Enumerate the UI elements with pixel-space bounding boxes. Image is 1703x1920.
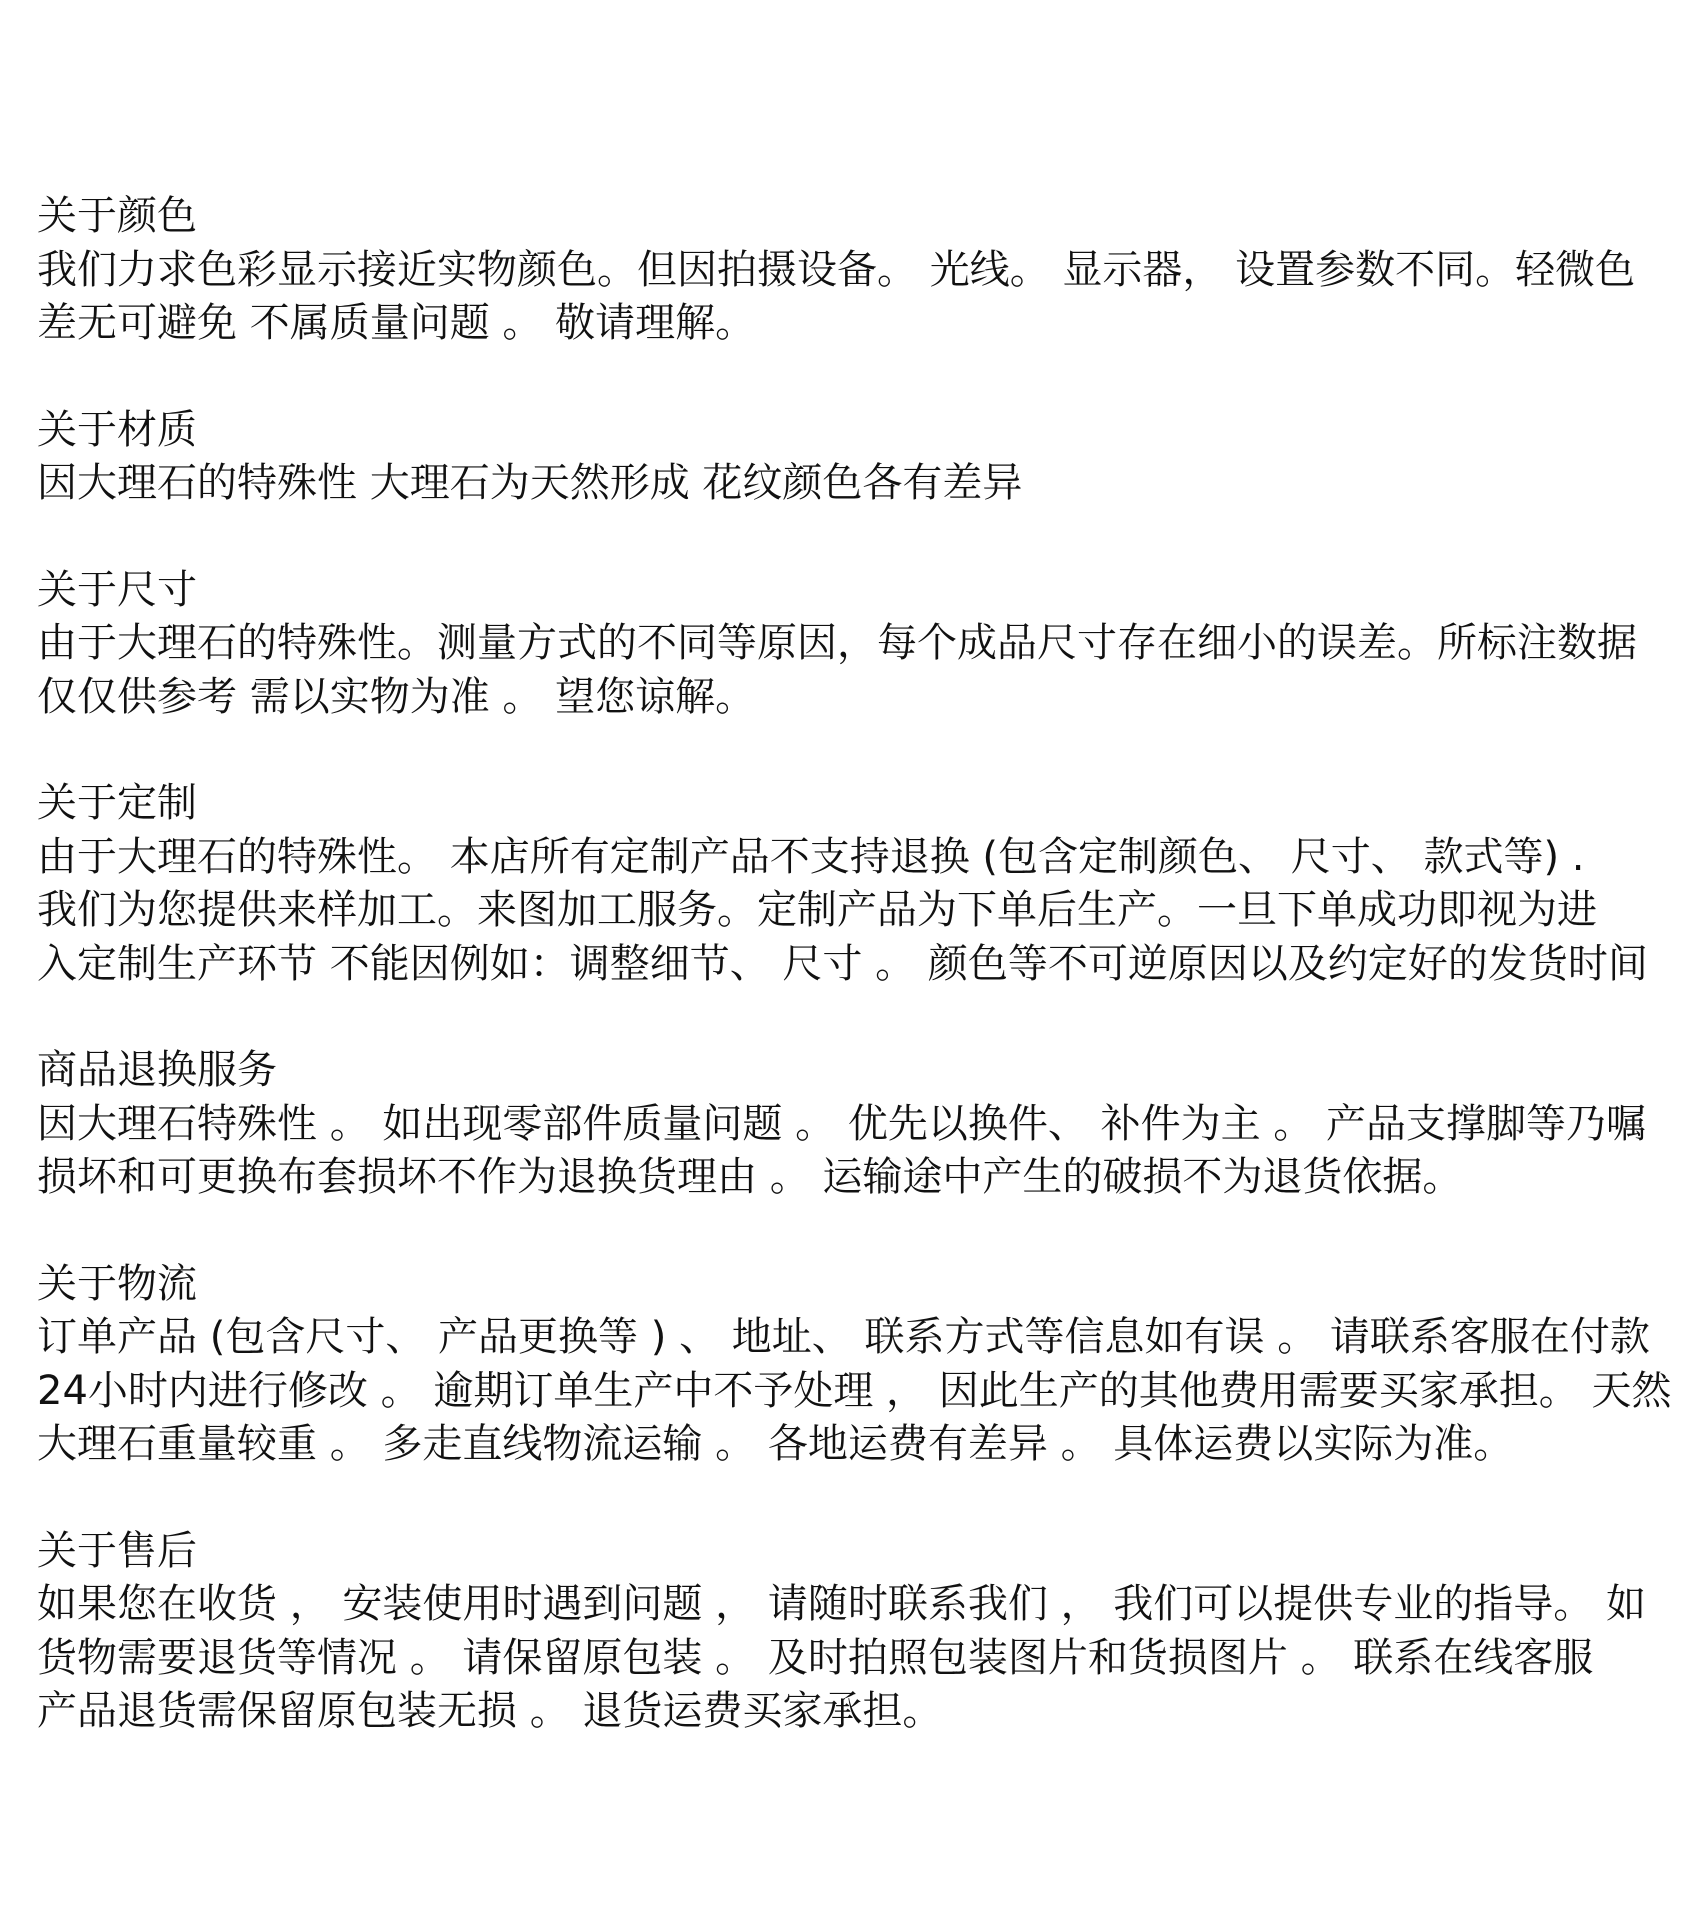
section-after-sales <box>37 1525 1703 1739</box>
section-size <box>37 564 1703 725</box>
section-text-line: 差无可避免 不属质量问题 。 敬请理解。 <box>37 300 756 346</box>
section-text-line: 我们力求色彩显示接近实物颜色。但因拍摄设备。 光线。 显示器， 设置参数不同。轻微色 <box>37 246 1636 293</box>
section-heading: 关于颜色 <box>37 193 197 239</box>
section-returns <box>37 1044 1703 1205</box>
section-text-line: 货物需要退货等情况 。 请保留原包装 。 及时拍照包装图片和货损图片 。 联系在线客服 <box>37 1634 1594 1681</box>
section-text-line: 由于大理石的特殊性。 本店所有定制产品不支持退换 (包含定制颜色、 尺寸、 款式等) . <box>37 833 1585 880</box>
section-text-line: 订单产品 (包含尺寸、 产品更换等 ) 、 地址、 联系方式等信息如有误 。 请联系客服在付款 <box>37 1314 1650 1360</box>
section-material <box>37 404 1703 511</box>
policy-document <box>37 190 1703 1792</box>
section-heading: 关于售后 <box>37 1527 197 1574</box>
section-text-line: 仅仅供参考 需以实物为准 。 望您谅解。 <box>37 673 756 720</box>
section-heading: 关于材质 <box>37 406 197 453</box>
section-text-line: 如果您在收货 ， 安装使用时遇到问题 ， 请随时联系我们 ， 我们可以提供专业的指导。 如 <box>37 1581 1647 1627</box>
section-text-line: 损坏和可更换布套损坏不作为退换货理由 。 运输途中产生的破损不为退货依据。 <box>37 1154 1463 1200</box>
section-text-line: 我们为您提供来样加工。来图加工服务。定制产品为下单后生产。一旦下单成功即视为进 <box>37 887 1597 933</box>
section-text-line: 由于大理石的特殊性。测量方式的不同等原因，每个成品尺寸存在细小的误差。所标注数据 <box>37 620 1637 666</box>
section-heading: 关于尺寸 <box>37 566 197 613</box>
section-text-line: 因大理石的特殊性 大理石为天然形成 花纹颜色各有差异 <box>37 460 1023 506</box>
section-color <box>37 190 1703 351</box>
section-logistics <box>37 1258 1703 1472</box>
section-text-line: 入定制生产环节 不能因例如：调整细节、 尺寸 。 颜色等不可逆原因以及约定好的发货时间 <box>37 940 1648 987</box>
section-heading: 关于物流 <box>37 1260 197 1307</box>
section-text-line: 产品退货需保留原包装无损 。 退货运费买家承担。 <box>37 1688 943 1734</box>
section-custom <box>37 777 1703 991</box>
section-text-line: 因大理石特殊性 。 如出现零部件质量问题 。 优先以换件、 补件为主 。 产品支撑脚等乃嘱 <box>37 1100 1647 1147</box>
section-heading: 商品退换服务 <box>37 1047 277 1093</box>
section-text-line: 大理石重量较重 。 多走直线物流运输 。 各地运费有差异 。 具体运费以实际为准。 <box>37 1421 1514 1467</box>
section-text-line: 24小时内进行修改 。 逾期订单生产中不予处理 ， 因此生产的其他费用需要买家承担。 天然 <box>37 1367 1672 1414</box>
section-heading: 关于定制 <box>37 780 197 826</box>
